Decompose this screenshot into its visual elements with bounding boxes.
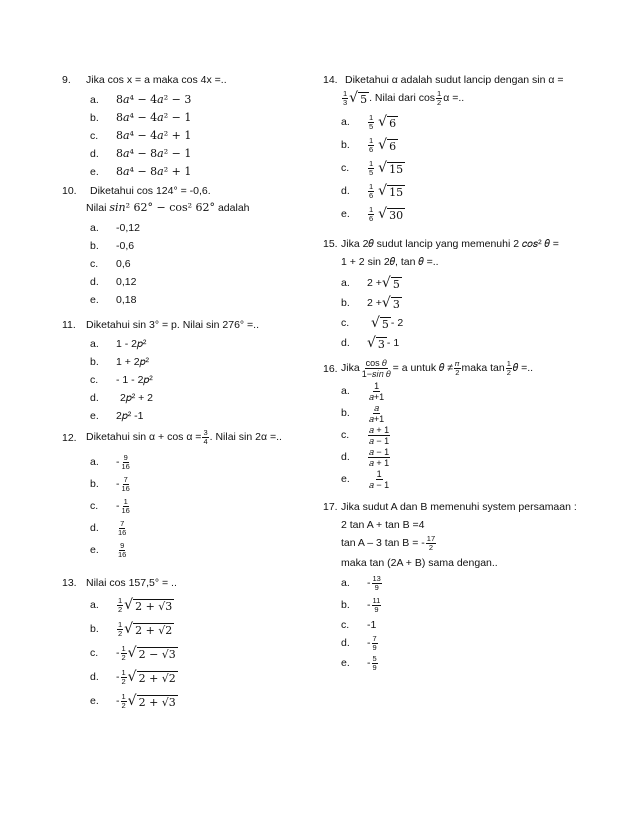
question-number: 11. <box>62 319 76 331</box>
option-c: c. $\frac{\text{𝑎 + 1}}{\text{𝑎 − 1}}$ <box>341 424 390 446</box>
question-number: 13. <box>62 577 77 589</box>
option-a: a. 2 + √ 5 <box>341 274 400 291</box>
question-text: Nilai cos 157,5° = .. <box>86 577 177 589</box>
option-e: e. - $\frac{5}{9}$ <box>341 653 377 672</box>
option-a: a. $\frac{1}{2}$ √ 2 + √3 <box>90 595 173 614</box>
option-b: b. 8𝑎⁴ − 4𝑎² − 1 <box>90 111 192 124</box>
question-number: 15. <box>323 238 338 250</box>
option-c: c. - 1 - 2𝑝² <box>90 374 153 386</box>
option-a: a. $\frac{1}{\text{𝑎+1}}$ <box>341 380 385 402</box>
question-text: Jika cos x = a maka cos 4x =.. <box>86 74 227 86</box>
question-text-line2: Nilai 𝑠𝑖𝑛² 62° − cos² 62° adalah <box>86 201 250 214</box>
option-d: d. 8𝑎⁴ − 8𝑎² − 1 <box>90 147 192 160</box>
option-a: a. 8𝑎⁴ − 4𝑎² − 3 <box>90 93 192 106</box>
option-d: d. $\frac{7}{16}$ <box>90 518 127 537</box>
question-text: Diketahui cos 124° = -0,6. <box>90 185 211 197</box>
option-c: c. - $\frac{1}{2}$ √ 2 − √3 <box>90 643 176 662</box>
option-d: d. 0,12 <box>90 276 137 288</box>
question-number: 17. <box>323 501 338 513</box>
question-number: 14. <box>323 74 338 86</box>
option-d: d. √ 3 - 1 <box>341 334 400 351</box>
option-d: d. 2𝑝² + 2 <box>90 392 154 404</box>
option-d: d. $\frac{\text{𝑎 − 1}}{\text{𝑎 + 1}}$ <box>341 446 390 468</box>
option-d: d. $\frac{1}{6}$ √ 15 <box>341 181 404 200</box>
question-text: Jika 2𝜃 sudut lancip yang memenuhi 2 𝑐𝑜𝑠² 𝜃 = <box>341 238 559 250</box>
question-text-line2: $\frac{1}{3}$ √ 5 . Nilai dari cos $\frac{1}{2}$ α =.. <box>343 88 465 107</box>
option-d: d. - $\frac{7}{9}$ <box>341 633 377 652</box>
option-d: d. - $\frac{1}{2}$ √ 2 + √2 <box>90 667 176 686</box>
question-number: 12. <box>62 432 77 444</box>
option-c: c. - $\frac{1}{16}$ <box>90 496 130 515</box>
question-text-line3: maka tan (2A + B) sama dengan.. <box>341 557 498 569</box>
question-number: 10. <box>62 185 77 197</box>
option-b: b. $\frac{1}{6}$ √ 6 <box>341 135 397 154</box>
option-c: c. -1 <box>341 619 377 631</box>
option-e: e. $\frac{9}{16}$ <box>90 540 127 559</box>
option-c: c. 8𝑎⁴ − 4𝑎² + 1 <box>90 129 192 142</box>
option-a: a. - $\frac{9}{16}$ <box>90 452 130 471</box>
option-b: b. 1 + 2𝑝² <box>90 356 150 368</box>
question-number: 16. <box>323 363 338 375</box>
question-text: Diketahui sin 3° = p. Nilai sin 276° =.. <box>86 319 259 331</box>
option-e: e. $\frac{1}{6}$ √ 30 <box>341 204 404 223</box>
option-b: b. -0,6 <box>90 240 135 252</box>
option-a: a. - $\frac{13}{9}$ <box>341 573 381 592</box>
option-e: e. 8𝑎⁴ − 8𝑎² + 1 <box>90 165 192 178</box>
option-c: c. 0,6 <box>90 258 131 270</box>
option-c: c. $\frac{1}{5}$ √ 15 <box>341 158 404 177</box>
option-e: e. - $\frac{1}{2}$ √ 2 + √3 <box>90 691 176 710</box>
question-text: Jika $\frac{\text{cos 𝜃}}{\text{1−𝑠𝑖𝑛 𝜃}}$ = a untuk 𝜃 ≠ $\frac{\text{𝜋}}{2}$ maka tan $\frac{1}{2}$ 𝜃 =.. <box>341 357 534 379</box>
question-text: Jika sudut A dan B memenuhi system persamaan : <box>341 501 577 513</box>
option-b: b. $\frac{1}{2}$ √ 2 + √2 <box>90 619 173 638</box>
equation-1: 2 tan A + tan B =4 <box>341 519 425 531</box>
equation-2: tan A – 3 tan B = - $\frac{17}{2}$ <box>341 533 436 552</box>
option-e: e. 2𝑝² -1 <box>90 410 144 422</box>
option-b: b. $\frac{\text{𝑎}}{\text{𝑎+1}}$ <box>341 402 385 424</box>
option-b: b. - $\frac{11}{9}$ <box>341 595 381 614</box>
option-a: a. $\frac{1}{5}$ √ 6 <box>341 112 397 131</box>
option-b: b. 2 + √ 3 <box>341 294 400 311</box>
question-text: Diketahui α adalah sudut lancip dengan sin α = <box>345 74 564 86</box>
question-number: 9. <box>62 74 71 86</box>
option-a: a. 1 - 2𝑝² <box>90 338 147 350</box>
option-e: e. $\frac{1}{\text{𝑎 − 1}}$ <box>341 468 390 490</box>
question-text: Diketahui sin α + cos α = $\frac{3}{4}$ . Nilai sin 2α =.. <box>86 427 282 446</box>
option-c: c. √ 5 - 2 <box>341 314 404 331</box>
option-b: b. - $\frac{7}{16}$ <box>90 474 130 493</box>
option-e: e. 0,18 <box>90 294 137 306</box>
option-a: a. -0,12 <box>90 222 140 234</box>
question-text-line2: 1 + 2 sin 2𝜃, tan 𝜃 =.. <box>341 256 439 268</box>
